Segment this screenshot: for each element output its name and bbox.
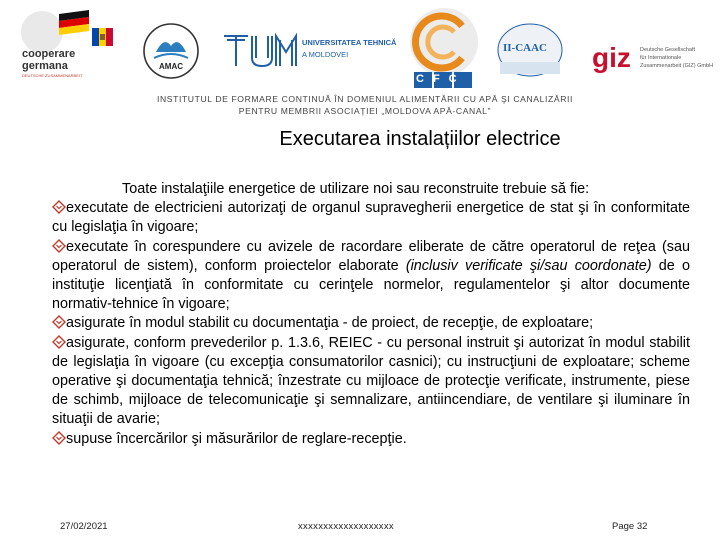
cooperare-germana-logo xyxy=(14,10,126,80)
logo-bar xyxy=(0,0,720,92)
list-item xyxy=(52,238,690,315)
diamond-bullet-icon xyxy=(52,431,66,445)
slide-title: Executarea instalațiilor electrice xyxy=(279,128,561,150)
footer-page-number: Page 32 xyxy=(612,521,648,532)
list-item-text-after: de o instituţie licenţiată în conformitate cu cerinţele normelor, regulamentelor şi altor documente normativ-tehnice în vigoare; xyxy=(52,257,690,313)
utm-letters xyxy=(222,32,300,70)
diamond-bullet-icon xyxy=(52,200,66,214)
list-item xyxy=(52,334,690,430)
list-item-text: supuse încercărilor şi măsurărilor de reglare-recepţie. xyxy=(66,430,407,447)
amac-text: AMAC xyxy=(159,62,183,71)
list-item-text: asigurate, conform prevederilor p. 1.3.6, REIEC - cu personal instruit şi autorizat în modul stabilit de legislaţia în vigoare (cu excepţia consumatorilor casnici); cu instrucţiuni de exploatare; scheme operative şi documentaţia tehnică; înzestrate cu mijloace de protecţie verificate, instrumente, piese de schimb, mijloace de telecomunicaţie şi semnalizare, antiincendiare, de ventilare şi iluminare în situaţii de avarie; xyxy=(52,334,690,428)
footer-date: 27/02/2021 xyxy=(60,521,108,532)
subtitle-line-2: PENTRU MEMBRII ASOCIAȚIEI „MOLDOVA APĂ-CANAL" xyxy=(238,106,492,116)
diamond-bullet-icon xyxy=(52,239,66,253)
utm-sub-text: A MOLDOVEI xyxy=(302,50,349,59)
iicaac-text: II-CAAC xyxy=(503,42,547,54)
list-item-italic-text: (inclusiv verificate şi/sau coordonate) xyxy=(405,257,652,274)
giz-text-3: Zusammenarbeit (GIZ) GmbH xyxy=(640,63,714,69)
list-item-text: executate de electricieni autorizaţi de organul supravegherii energetice de stat şi în conformitate cu legislaţia în vigoare; xyxy=(52,200,690,236)
slide-body xyxy=(52,180,690,449)
list-item xyxy=(52,430,690,449)
giz-text-1: Deutsche Gesellschaft xyxy=(640,47,696,53)
cooperare-line2: germana xyxy=(22,60,68,72)
list-item-text: executate în corespundere cu avizele de racordare eliberate de către operatorul de reţea (sau operatorul de sistem), conform proiectelor elaborate xyxy=(52,238,690,274)
cooperare-small: DEUTSCHE ZUSAMMENARBEIT xyxy=(22,73,83,78)
amac-emblem xyxy=(142,22,200,80)
list-item xyxy=(52,314,690,333)
diamond-bullet-icon xyxy=(52,335,66,349)
utm-main-text: UNIVERSITATEA TEHNICĂ xyxy=(302,38,397,47)
iicaac-logo xyxy=(496,22,564,78)
intro-paragraph: Toate instalaţiile energetice de utilizare noi sau reconstruite trebuie să fie: xyxy=(122,181,590,197)
giz-wordmark: giz xyxy=(592,42,631,73)
utm-logo xyxy=(222,32,397,72)
cooperare-line1: cooperare xyxy=(22,48,76,60)
cfc-text: CFC xyxy=(416,73,466,85)
list-item-text: asigurate în modul stabilit cu documentaţia - de proiect, de recepţie, de exploatare; xyxy=(66,315,594,332)
giz-logo xyxy=(592,44,712,78)
list-item xyxy=(52,199,690,237)
giz-text-2: für Internationale xyxy=(640,55,682,61)
footer-placeholder: xxxxxxxxxxxxxxxxxxx xyxy=(298,521,394,532)
institute-subtitle xyxy=(150,93,580,117)
subtitle-line-1: INSTITUTUL DE FORMARE CONTINUĂ ÎN DOMENIUL ALIMENTĂRII CU APĂ ŞI CANALIZĂRII xyxy=(157,94,573,104)
amac-logo xyxy=(142,22,200,80)
diamond-bullet-icon xyxy=(52,315,66,329)
cfc-logo xyxy=(404,8,482,90)
